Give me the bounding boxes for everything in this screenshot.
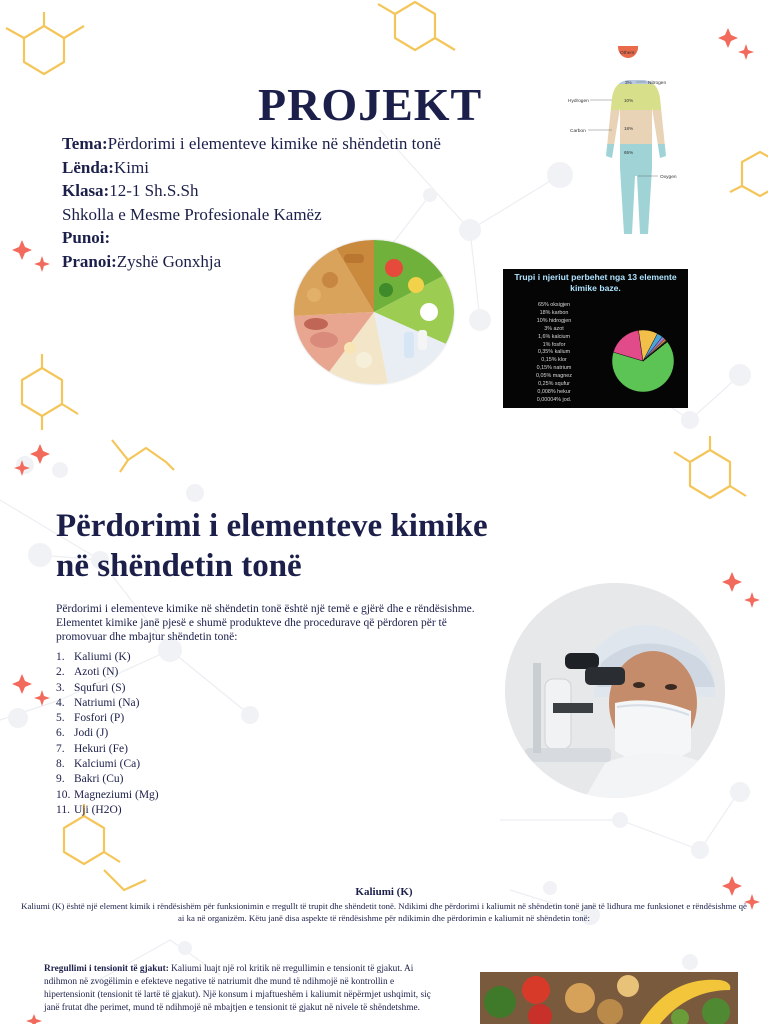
food-groups-image <box>294 240 454 384</box>
list-item: 7. Hekuri (Fe) <box>56 742 128 755</box>
info-school: Shkolla e Mesme Profesionale Kamëz <box>62 204 322 224</box>
chart-list-item: 0,15% natrium <box>536 365 572 372</box>
body-pct-hydrogen: 10% <box>624 98 634 103</box>
chart-list-item: 3% azot <box>544 325 564 332</box>
chart-list-item: 10% hidrogjen <box>536 317 572 324</box>
list-item: 9. Bakri (Cu) <box>56 773 124 786</box>
body-label-carbon: Carbon <box>570 129 586 134</box>
chart-list-item: 0,00004% jod. <box>536 396 572 403</box>
list-item: 3. Squfuri (S) <box>56 681 126 694</box>
section-kaliumi-title: Kaliumi (K) <box>355 886 413 898</box>
vegetables-image <box>480 972 738 1024</box>
list-item: 1. Kaliumi (K) <box>56 651 131 663</box>
body-pct-carbon: 18% <box>624 126 634 131</box>
chart-title: Trupi i njeriut perbehet nga 13 elemente kimike baze. <box>514 272 677 293</box>
chart-list-item: 0,35% kalium <box>537 349 571 356</box>
list-item: 11. Uji (H2O) <box>56 803 122 816</box>
info-pranoi: Pranoi:Zyshë Gonxhja <box>62 251 222 271</box>
info-punoi: Punoi: <box>62 228 111 247</box>
list-item: 8. Kalciumi (Ca) <box>56 758 141 771</box>
chart-list-item: 0,25% squfur <box>538 381 570 388</box>
page-title: PROJEKT <box>258 79 483 130</box>
list-item: 5. Fosfori (P) <box>56 712 125 725</box>
body-label-nitrogen: Nitrogen <box>648 81 667 86</box>
body-label-oxygen: Oxygen <box>660 175 677 180</box>
human-body-composition-image <box>560 46 680 251</box>
pie-chart <box>503 269 688 408</box>
info-klasa: Klasa:12-1 Sh.S.Sh <box>62 181 199 200</box>
chart-list-item: 65% oksigjen <box>537 302 571 308</box>
chart-list-item: 0,15% klor <box>541 357 567 364</box>
chart-list-item: 1,6% kalcium <box>537 333 571 340</box>
scientist-microscope-image <box>505 583 725 798</box>
chart-list-item: 0,05% magnez <box>536 373 572 380</box>
body-pct-nitrogen: 3% <box>625 80 632 85</box>
section-kaliumi-paragraph: Kaliumi (K) është një element kimik i rëndësishëm për funksionimin e rregullt të trupit dhe shëndetit tonë. Ndikimi dhe përdorimi i kaliumit në shëndetin tonë janë të lidhura me funksionet e rëndësishme që ai ka në organizëm. Këtu janë disa aspekte të rëndësishme për ndikimin dhe përdorimin e kaliumit në shëndetin tonë: <box>21 901 747 923</box>
chart-list-item: 1% fosfor <box>542 341 566 348</box>
info-lenda: Lënda:Kimi <box>62 157 149 177</box>
body-elements-chart <box>503 269 688 408</box>
body-label-hydrogen: Hydrogen <box>568 99 589 104</box>
body-pct-oxygen: 65% <box>624 150 634 155</box>
elements-list <box>56 650 356 818</box>
section-heading: Përdorimi i elementeve kimike në shëndetin tonë <box>56 508 488 584</box>
info-tema: Tema:Përdorimi i elementeve kimike në shëndetin tonë <box>62 134 441 153</box>
chart-list-item: 0,008% hekur <box>537 388 571 395</box>
chart-list-item: 18% karbon <box>539 309 569 316</box>
list-item: 4. Natriumi (Na) <box>56 696 140 709</box>
list-item: 2. Azoti (N) <box>56 666 119 679</box>
body-label-others: Others <box>620 51 635 56</box>
blood-pressure-heading: Rregullimi i tensionit të gjakut: <box>44 964 169 974</box>
list-item: 10. Magneziumi (Mg) <box>56 788 159 801</box>
section-intro: Përdorimi i elementeve kimike në shëndetin tonë është një temë e gjërë dhe e rëndësishme. Elementet kimike janë pjesë e shumë produkteve dhe procedurave që përdoren për të promovuar dhe mbajtur shëndetin tonë: <box>56 603 475 643</box>
list-item: 6. Jodi (J) <box>56 727 109 740</box>
blood-pressure-paragraph: Rregullimi i tensionit të gjakut: Kaliumi luajt një rol kritik në rregullimin e tensionit të gjakut. Ai ndihmon në zvogëlimin e efekteve negative të natriumit dhe mund të ndihmojë në kontrollin e hipertensionit (tensionit të lartë të gjakut). Një konsum i mjaftueshëm i kaliumit nëpërmjet ushqimit, siç janë frutat dhe perimet, mund të ndihmojë në mbajtjen e tensionit të gjakut në nivele të shëndetshme. <box>44 964 431 1013</box>
